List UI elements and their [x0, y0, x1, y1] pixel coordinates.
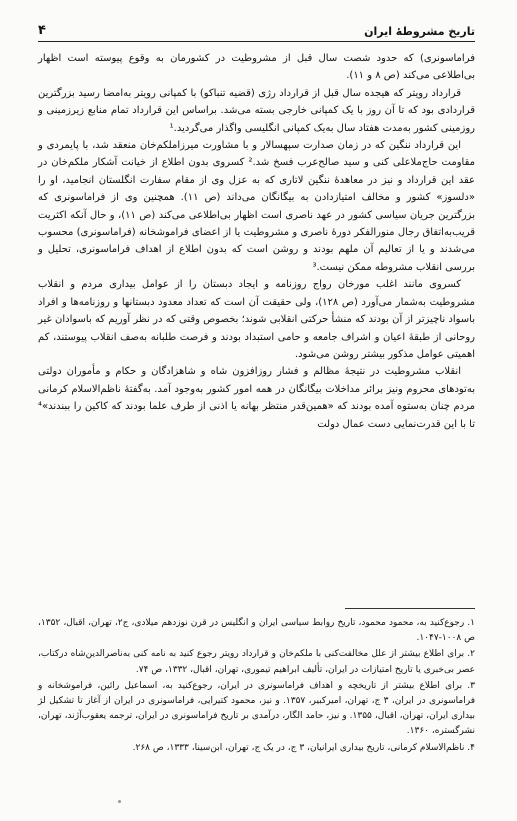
footnotes: [38, 616, 475, 757]
footnote: ۴. ناظم‌الاسلام کرمانی، تاریخ بیداری ایرانیان، ۳ ج، در یک ج، تهران، ابن‌سینا، ۱۳۳۳، ص ۲۶۸.: [132, 742, 475, 753]
footnote: ۲. برای اطلاع بیشتر از علل مخالفت‌کنی با ملکم‌خان و قرارداد رویتر رجوع کنید به نامه کنی به‌ناصرالدین‌شاه درکتاب، عصر بی‌خبری یا تاریخ امتیازات در ایران، تألیف ابراهیم تیموری، تهران، اقبال، ۱۳۳۲، ص ۷۴.: [38, 649, 475, 675]
body-paragraph: انقلاب مشروطیت در نتیجهٔ مظالم و فشار روزافزون شاه و شاهزادگان و حکام و مأموران دولتی به‌تودهای محروم ونیز برائر مداخلات بیگانگان در همه امور کشور به‌وجود آمد. به‌گفتهٔ ناظم‌الاسلام کرمانی مردم چنان به‌ستوه آمده بودند که «همین‌قدر منتظر بهانه یا اذنی از طرف علما بودند که کاکین را ببندند»⁴ تا با این قدرت‌نمایی دست عمال دولت: [38, 366, 475, 430]
footnote: ۱. رجوع‌کنید به، محمود محمود، تاریخ روابط سیاسی ایران و انگلیس در قرن نوزدهم میلادی، ج۲، تهران، اقبال، ۱۳۵۲، ص ۱۰۰۸-۱۰۴۷.: [38, 618, 476, 644]
body-paragraph: کسروی مانند اغلب مورخان رواج روزنامه و ایجاد دبستان را از عوامل بیداری مردم و انقلاب مشروطیت به‌شمار می‌آورد (ص ۱۲۸)، ولی حقیقت آن است که تعداد معدود دبستانها و روزنامه‌ها و افراد باسواد ناچیزتر از آن بودند که منشأ حرکتی انقلابی شوند؛ بخصوص وقتی که در نظر آوریم که باسوادان غیر روحانی از طبقهٔ اعیان و اشراف جامعه و حامی استبداد بودند و فرصت طلبانه به‌صف انقلاب پیوستند، کم اهمیتی عوامل مذکور بیشتر روشن می‌شود.: [38, 279, 476, 360]
footnote: ۳. برای اطلاع بیشتر از تاریخچه و اهداف فراماسونری در ایران، رجوع‌کنید به، اسماعیل رائین، فراموشخانه و فراماسونری در ایران، ۳ ج، تهران، امیرکبیر، ۱۳۵۷. و نیز، محمود کتیرایی، فراماسونری در ایران از آغاز تا تشکیل لژ بیداری ایران، تهران، اقبال، ۱۳۵۵. و نیز، حامد الگار، درآمدی بر تاریخ فراماسونری در ایران، ترجمه یعقوب‌آژند، تهران، نشرگستره، ۱۳۶۰.: [38, 680, 475, 737]
body-paragraph: این قرارداد ننگین که در زمان صدارت سپهسالار و با مشاورت میرزاملکم‌خان منعقد شد، با پایمردی و مقاومت حاج‌ملاعلی کنی و سید صالح‌عرب فسخ شد.² کسروی بدون اطلاع از خیانت آشکار ملکم‌خان در عقد این قرارداد و نیز در معاهدهٔ ننگین لاتاری که به عزل وی از مقام سفارت انگلستان انجامید، او را «دلسوز» کشور و مخالف امتیازدادن به بیگانگان می‌داند (ص ۱۱). همچنین وی از فراماسونری که بزرگترین جریان سیاسی کشور در عهد ناصری است اظهار بی‌اطلاعی می‌کند (ص ۱۱)، و حال آنکه اکثریت قریب‌به‌اتفاق رجال منورالفکر دورهٔ ناصری و مشروطیت یا از اعضای فراموشخانه (فراماسونری) محسوب می‌شدند و یا از تعالیم آن ملهم بودند و روشن است که بدون اطلاع از اهداف فراماسونری، تحلیل و بررسی انقلاب مشروطه ممکن نیست.³: [38, 140, 476, 273]
body-text: [38, 50, 475, 433]
page-number: ۴: [38, 23, 46, 38]
running-header: [38, 16, 475, 42]
footnote-divider: [345, 608, 475, 609]
scan-speck: [118, 800, 121, 803]
running-title: تاریخ مشروطهٔ ایران: [364, 25, 475, 38]
body-paragraph: قرارداد رویتر که هیجده سال قبل از قرارداد رژی (قضیه تنباکو) با کمپانی رویتر به‌امضا رسید بزرگترین قراردادی بود که تا آن روز با یک کمپانی خارجی بسته می‌شد. براساس این قرارداد تمام منابع زیرزمینی و روزمینی کشور به‌مدت هفتاد سال به‌یک کمپانی انگلیسی واگذار می‌گردید.¹: [38, 87, 475, 134]
body-paragraph: فراماسونری) که حدود شصت سال قبل از مشروطیت در کشورمان به وقوع پیوسته است اظهار بی‌اطلاعی می‌کند (ص ۸ و ۱۱).: [38, 53, 475, 82]
